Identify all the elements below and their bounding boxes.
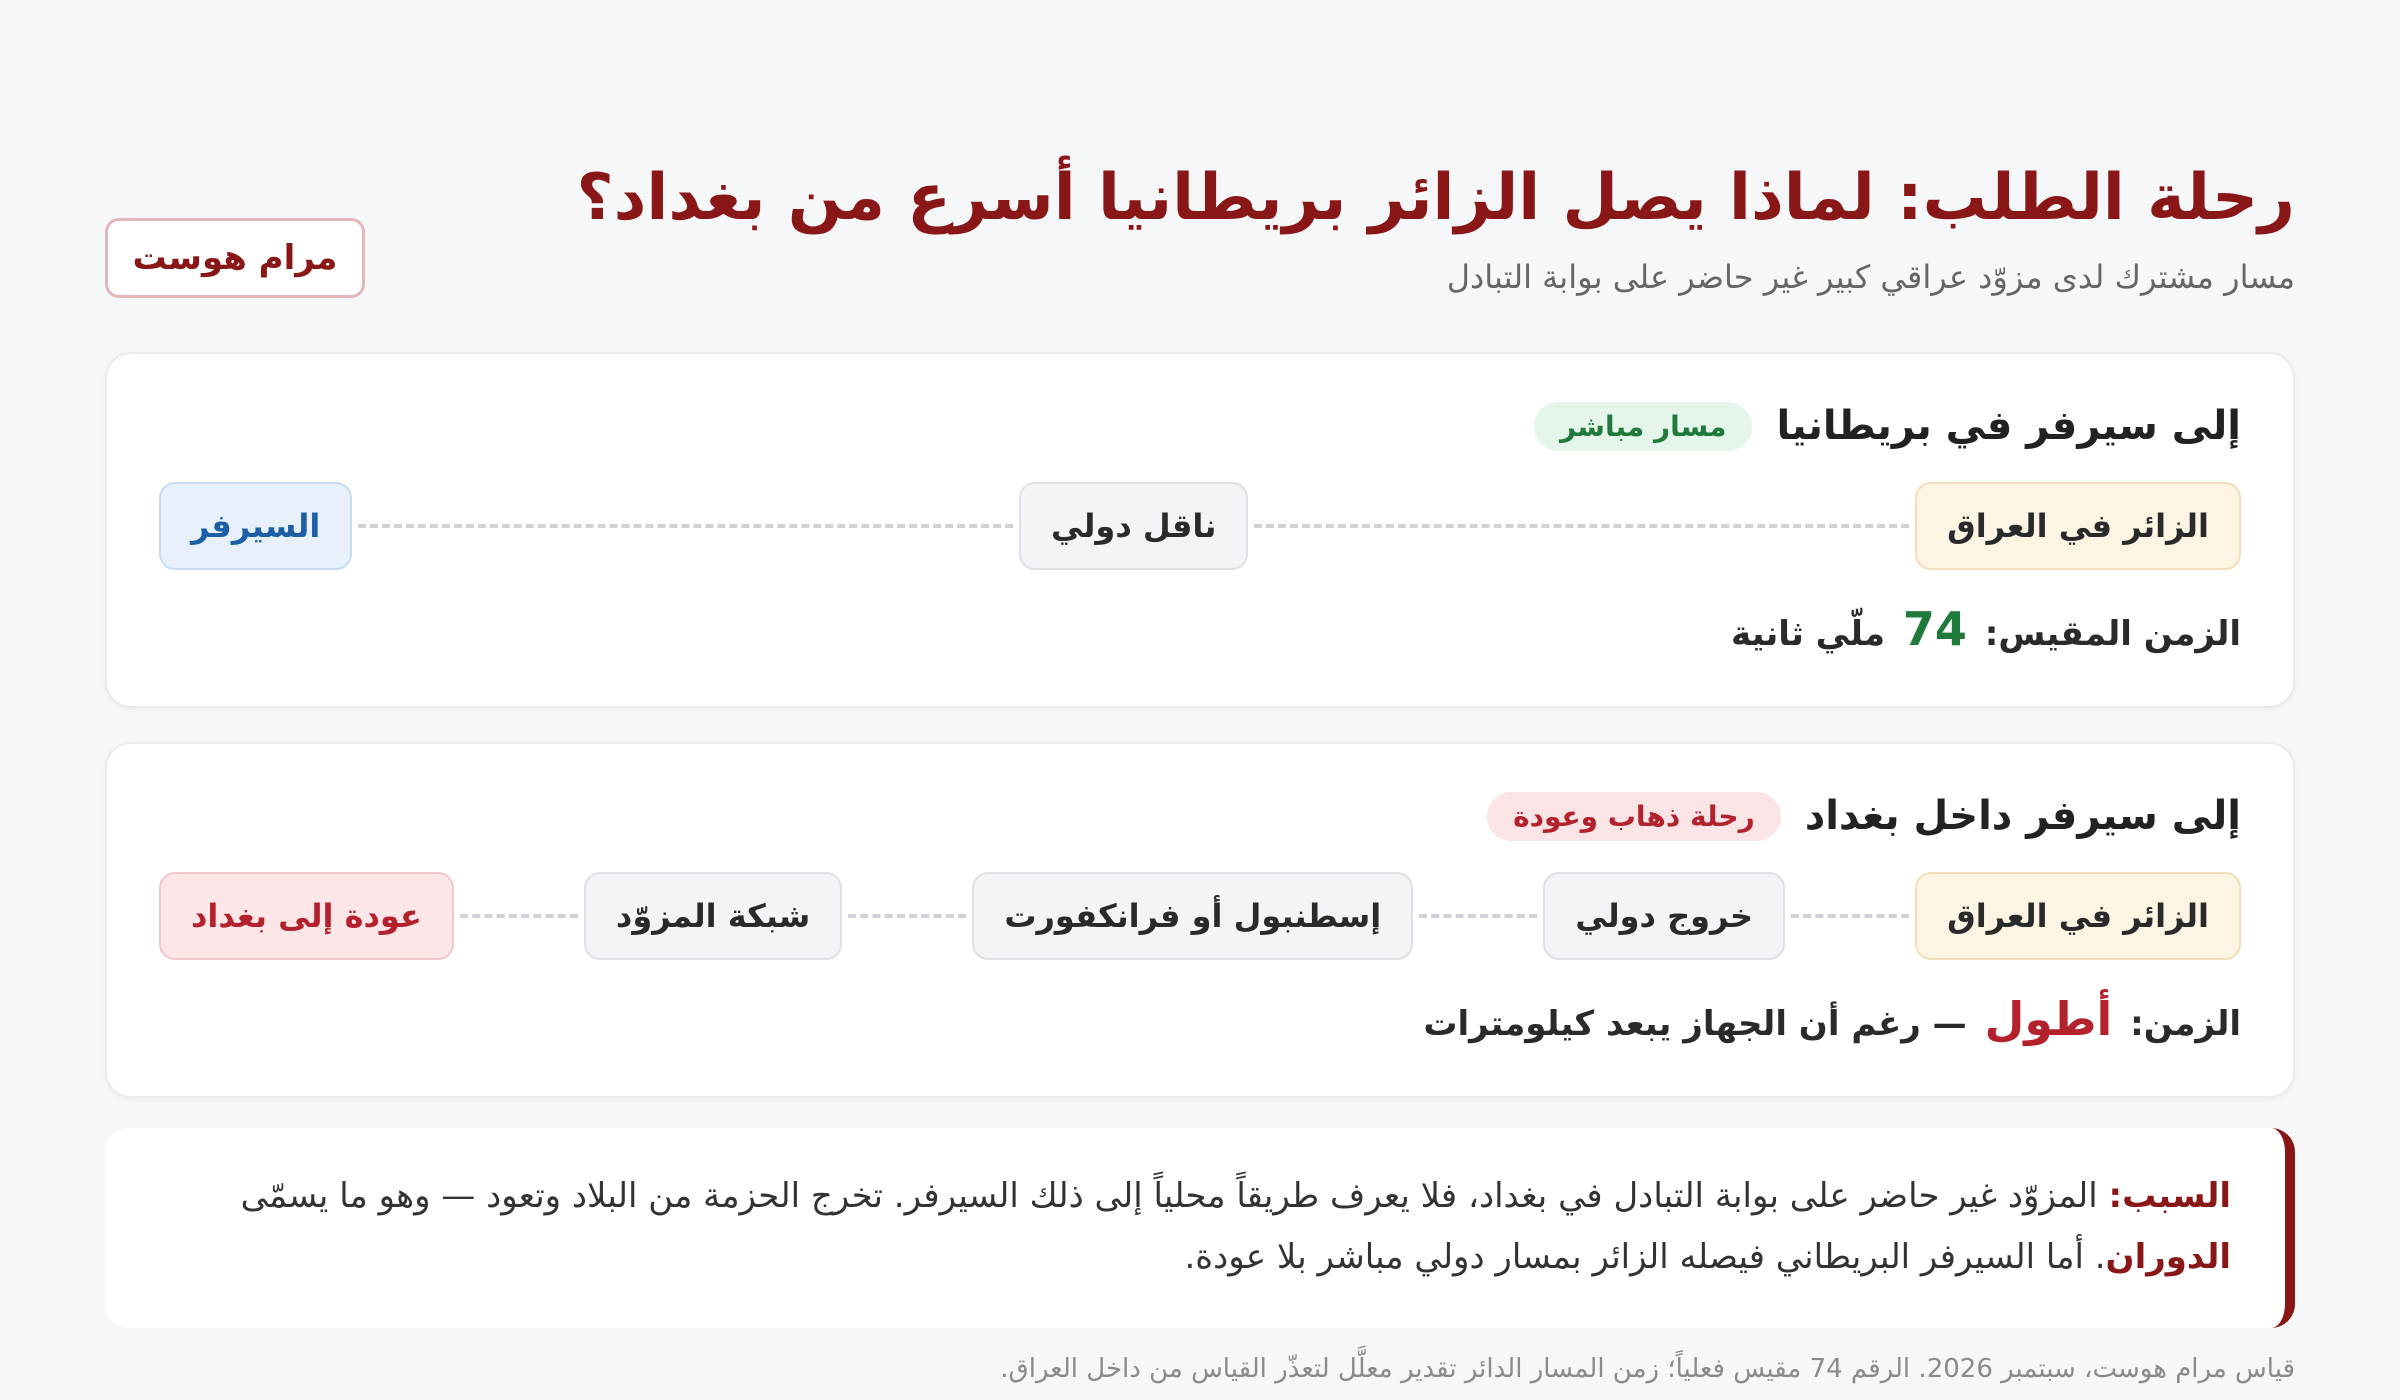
reason-text: المزوّد غير حاضر على بوابة التبادل في بغداد، فلا يعرف طريقاً محلياً إلى ذلك السيرفر. تخرج الحزمة من البلاد وتعود — وهو ما يسمّى (240, 1176, 2098, 1216)
latency-line (1423, 992, 2241, 1046)
latency-value: أطول (1984, 992, 2113, 1046)
latency-label: الزمن المقيس: (1984, 614, 2241, 654)
latency-label: الزمن: (2130, 1004, 2241, 1044)
path-link (1419, 914, 1537, 918)
path-link (848, 914, 966, 918)
route-title: إلى سيرفر في بريطانيا (1776, 403, 2241, 449)
latency-note: — رغم أن الجهاز يبعد كيلومترات (1423, 1004, 1967, 1044)
node-provider-network: شبكة المزوّد (584, 872, 842, 960)
route-path (159, 480, 2241, 572)
path-link (1791, 914, 1909, 918)
route-card-baghdad (105, 742, 2295, 1098)
page-title: رحلة الطلب: لماذا يصل الزائر بريطانيا أسرع من بغداد؟ (576, 161, 2295, 235)
route-title: إلى سيرفر داخل بغداد (1804, 793, 2241, 839)
node-international-carrier: ناقل دولي (1019, 482, 1248, 570)
latency-line (1731, 602, 2241, 656)
node-visitor: الزائر في العراق (1915, 482, 2241, 570)
route-tag: مسار مباشر (1534, 402, 1752, 451)
path-link (1254, 524, 1909, 528)
page (105, 0, 2295, 1400)
header (105, 150, 2295, 310)
route-path (159, 870, 2241, 962)
reason-term: الدوران (2105, 1237, 2231, 1278)
reason-text-end: . أما السيرفر البريطاني فيصله الزائر بمسار دولي مباشر بلا عودة. (1184, 1237, 2106, 1278)
node-international-exit: خروج دولي (1543, 872, 1785, 960)
node-istanbul-frankfurt: إسطنبول أو فرانكفورت (972, 872, 1413, 960)
route-card-uk (105, 352, 2295, 708)
node-visitor: الزائر في العراق (1915, 872, 2241, 960)
route-tag: رحلة ذهاب وعودة (1487, 792, 1781, 841)
path-link (358, 524, 1013, 528)
brand-badge: مرام هوست (105, 218, 365, 298)
page-subtitle: مسار مشترك لدى مزوّد عراقي كبير غير حاضر على بوابة التبادل (1446, 258, 2295, 296)
latency-unit: ملّي ثانية (1731, 614, 1886, 654)
node-server: السيرفر (159, 482, 352, 570)
node-return-baghdad: عودة إلى بغداد (159, 872, 454, 960)
footnote: قياس مرام هوست، سبتمبر 2026. الرقم 74 مقيس فعلياً؛ زمن المسار الدائر تقدير معلَّل لتعذّر القياس من داخل العراق. (1000, 1354, 2295, 1384)
reason-box (105, 1128, 2295, 1328)
latency-value: 74 (1902, 602, 1967, 656)
route-header (1487, 786, 2241, 846)
route-header (1534, 396, 2241, 456)
path-link (460, 914, 578, 918)
reason-label: السبب: (2108, 1176, 2231, 1216)
